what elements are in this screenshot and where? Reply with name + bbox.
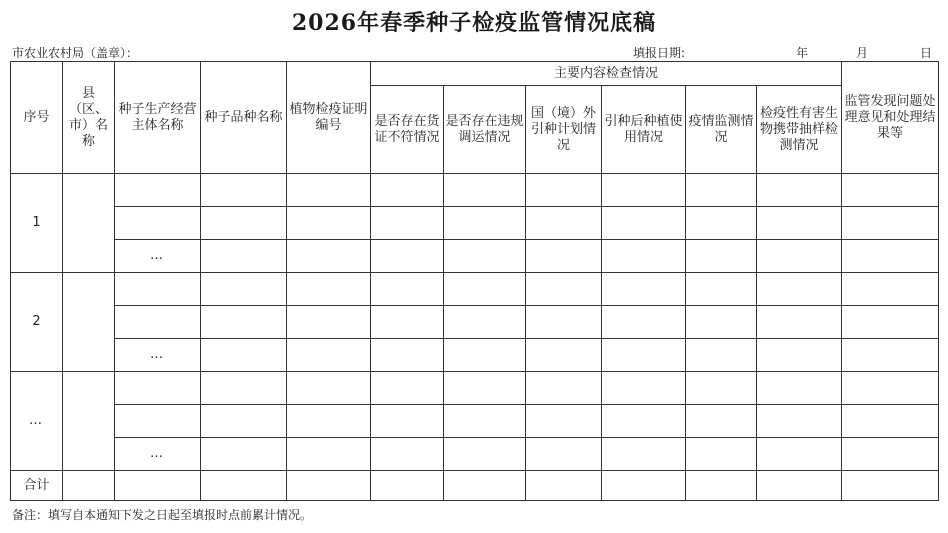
table-row bbox=[11, 405, 939, 438]
producer-cell[interactable] bbox=[115, 405, 201, 438]
producer-cell[interactable] bbox=[115, 372, 201, 405]
supervision-result-cell[interactable] bbox=[842, 471, 939, 501]
import-plan-cell[interactable] bbox=[526, 339, 602, 372]
cert-mismatch-cell[interactable] bbox=[371, 174, 444, 207]
certificate-cell[interactable] bbox=[287, 405, 371, 438]
footnote: 备注：填写自本通知下发之日起至填报时点前累计情况。 bbox=[12, 508, 313, 522]
pest-sampling-cell[interactable] bbox=[757, 372, 842, 405]
import-plan-cell[interactable] bbox=[526, 240, 602, 273]
col-cert-mismatch-header: 是否存在货证不符情况 bbox=[371, 86, 444, 174]
epidemic-monitor-cell[interactable] bbox=[686, 339, 757, 372]
county-cell[interactable] bbox=[63, 273, 115, 372]
table-row bbox=[11, 339, 939, 372]
post-planting-cell[interactable] bbox=[602, 207, 686, 240]
bureau-seal-label: 市农业农村局（盖章）： bbox=[12, 46, 139, 60]
variety-cell[interactable] bbox=[201, 207, 287, 240]
producer-cell[interactable] bbox=[115, 471, 201, 501]
producer-cell[interactable] bbox=[115, 174, 201, 207]
total-row bbox=[11, 471, 939, 501]
epidemic-monitor-cell[interactable] bbox=[686, 306, 757, 339]
total-label: 合计 bbox=[11, 471, 63, 501]
cert-mismatch-cell[interactable] bbox=[371, 405, 444, 438]
table-row bbox=[11, 207, 939, 240]
county-cell[interactable] bbox=[63, 372, 115, 471]
variety-cell[interactable] bbox=[201, 306, 287, 339]
post-planting-cell[interactable] bbox=[602, 240, 686, 273]
epidemic-monitor-cell[interactable] bbox=[686, 273, 757, 306]
pest-sampling-cell[interactable] bbox=[757, 207, 842, 240]
pest-sampling-cell[interactable] bbox=[757, 438, 842, 471]
post-planting-cell[interactable] bbox=[602, 174, 686, 207]
cert-mismatch-cell[interactable] bbox=[371, 306, 444, 339]
post-planting-cell[interactable] bbox=[602, 405, 686, 438]
variety-cell[interactable] bbox=[201, 438, 287, 471]
illegal-transfer-cell[interactable] bbox=[444, 174, 526, 207]
illegal-transfer-cell[interactable] bbox=[444, 438, 526, 471]
col-supervision-result-header: 监管发现问题处理意见和处理结果等 bbox=[842, 62, 939, 174]
row-index: 2 bbox=[11, 273, 63, 372]
col-variety-header: 种子品种名称 bbox=[201, 62, 287, 174]
col-import-plan-header: 国（境）外引种计划情况 bbox=[526, 86, 602, 174]
variety-cell[interactable] bbox=[201, 405, 287, 438]
table-row bbox=[11, 372, 939, 405]
cert-mismatch-cell[interactable] bbox=[371, 372, 444, 405]
producer-cell[interactable] bbox=[115, 207, 201, 240]
epidemic-monitor-cell[interactable] bbox=[686, 207, 757, 240]
epidemic-monitor-cell[interactable] bbox=[686, 372, 757, 405]
import-plan-cell[interactable] bbox=[526, 471, 602, 501]
epidemic-monitor-cell[interactable] bbox=[686, 405, 757, 438]
table-row bbox=[11, 306, 939, 339]
page-title: 2026年春季种子检疫监管情况底稿 bbox=[291, 10, 657, 36]
col-certificate-header: 植物检疫证明编号 bbox=[287, 62, 371, 174]
more-rows-ellipsis: … bbox=[115, 438, 201, 471]
more-rows-ellipsis: … bbox=[115, 339, 201, 372]
pest-sampling-cell[interactable] bbox=[757, 471, 842, 501]
post-planting-cell[interactable] bbox=[602, 372, 686, 405]
col-seq-header: 序号 bbox=[11, 62, 63, 174]
illegal-transfer-cell[interactable] bbox=[444, 207, 526, 240]
post-planting-cell[interactable] bbox=[602, 339, 686, 372]
epidemic-monitor-cell[interactable] bbox=[686, 240, 757, 273]
table-row bbox=[11, 240, 939, 273]
certificate-cell[interactable] bbox=[287, 207, 371, 240]
variety-cell[interactable] bbox=[201, 471, 287, 501]
col-pest-sampling-header: 检疫性有害生物携带抽样检测情况 bbox=[757, 86, 842, 174]
variety-cell[interactable] bbox=[201, 372, 287, 405]
col-illegal-transfer-header: 是否存在违规调运情况 bbox=[444, 86, 526, 174]
import-plan-cell[interactable] bbox=[526, 174, 602, 207]
certificate-cell[interactable] bbox=[287, 471, 371, 501]
post-planting-cell[interactable] bbox=[602, 273, 686, 306]
cert-mismatch-cell[interactable] bbox=[371, 438, 444, 471]
import-plan-cell[interactable] bbox=[526, 405, 602, 438]
import-plan-cell[interactable] bbox=[526, 372, 602, 405]
variety-cell[interactable] bbox=[201, 273, 287, 306]
pest-sampling-cell[interactable] bbox=[757, 405, 842, 438]
more-rows-ellipsis: … bbox=[115, 240, 201, 273]
supervision-result-cell[interactable] bbox=[842, 438, 939, 471]
producer-cell[interactable] bbox=[115, 273, 201, 306]
county-cell[interactable] bbox=[63, 471, 115, 501]
variety-cell[interactable] bbox=[201, 240, 287, 273]
supervision-result-cell[interactable] bbox=[842, 273, 939, 306]
illegal-transfer-cell[interactable] bbox=[444, 471, 526, 501]
col-producer-header: 种子生产经营主体名称 bbox=[115, 62, 201, 174]
import-plan-cell[interactable] bbox=[526, 438, 602, 471]
supervision-result-cell[interactable] bbox=[842, 306, 939, 339]
variety-cell[interactable] bbox=[201, 174, 287, 207]
pest-sampling-cell[interactable] bbox=[757, 174, 842, 207]
supervision-result-cell[interactable] bbox=[842, 405, 939, 438]
epidemic-monitor-cell[interactable] bbox=[686, 174, 757, 207]
table-row bbox=[11, 438, 939, 471]
col-county-header: 县（区、市）名称 bbox=[63, 62, 115, 174]
import-plan-cell[interactable] bbox=[526, 273, 602, 306]
post-planting-cell[interactable] bbox=[602, 306, 686, 339]
cert-mismatch-cell[interactable] bbox=[371, 207, 444, 240]
illegal-transfer-cell[interactable] bbox=[444, 372, 526, 405]
import-plan-cell[interactable] bbox=[526, 306, 602, 339]
cert-mismatch-cell[interactable] bbox=[371, 273, 444, 306]
epidemic-monitor-cell[interactable] bbox=[686, 438, 757, 471]
col-post-planting-header: 引种后种植使用情况 bbox=[602, 86, 686, 174]
producer-cell[interactable] bbox=[115, 306, 201, 339]
supervision-result-cell[interactable] bbox=[842, 207, 939, 240]
supervision-result-cell[interactable] bbox=[842, 174, 939, 207]
col-epidemic-monitor-header: 疫情监测情况 bbox=[686, 86, 757, 174]
cert-mismatch-cell[interactable] bbox=[371, 471, 444, 501]
import-plan-cell[interactable] bbox=[526, 207, 602, 240]
illegal-transfer-cell[interactable] bbox=[444, 405, 526, 438]
pest-sampling-cell[interactable] bbox=[757, 306, 842, 339]
county-cell[interactable] bbox=[63, 174, 115, 273]
fill-date-label: 填报日期: bbox=[633, 46, 686, 60]
pest-sampling-cell[interactable] bbox=[757, 273, 842, 306]
row-index: 1 bbox=[11, 174, 63, 273]
table-row bbox=[11, 174, 939, 207]
illegal-transfer-cell[interactable] bbox=[444, 339, 526, 372]
variety-cell[interactable] bbox=[201, 339, 287, 372]
inspection-table bbox=[10, 61, 939, 501]
post-planting-cell[interactable] bbox=[602, 438, 686, 471]
certificate-cell[interactable] bbox=[287, 339, 371, 372]
supervision-result-cell[interactable] bbox=[842, 339, 939, 372]
certificate-cell[interactable] bbox=[287, 438, 371, 471]
certificate-cell[interactable] bbox=[287, 273, 371, 306]
certificate-cell[interactable] bbox=[287, 372, 371, 405]
pest-sampling-cell[interactable] bbox=[757, 240, 842, 273]
cert-mismatch-cell[interactable] bbox=[371, 339, 444, 372]
illegal-transfer-cell[interactable] bbox=[444, 273, 526, 306]
month-label: 月 bbox=[856, 46, 869, 60]
epidemic-monitor-cell[interactable] bbox=[686, 471, 757, 501]
supervision-result-cell[interactable] bbox=[842, 240, 939, 273]
post-planting-cell[interactable] bbox=[602, 471, 686, 501]
illegal-transfer-cell[interactable] bbox=[444, 240, 526, 273]
certificate-cell[interactable] bbox=[287, 174, 371, 207]
illegal-transfer-cell[interactable] bbox=[444, 306, 526, 339]
cert-mismatch-cell[interactable] bbox=[371, 240, 444, 273]
main-check-group-header: 主要内容检查情况 bbox=[371, 62, 842, 86]
row-index: … bbox=[11, 372, 63, 471]
certificate-cell[interactable] bbox=[287, 240, 371, 273]
supervision-result-cell[interactable] bbox=[842, 372, 939, 405]
day-label: 日 bbox=[920, 46, 933, 60]
table-row bbox=[11, 273, 939, 306]
certificate-cell[interactable] bbox=[287, 306, 371, 339]
pest-sampling-cell[interactable] bbox=[757, 339, 842, 372]
year-label: 年 bbox=[796, 46, 809, 60]
